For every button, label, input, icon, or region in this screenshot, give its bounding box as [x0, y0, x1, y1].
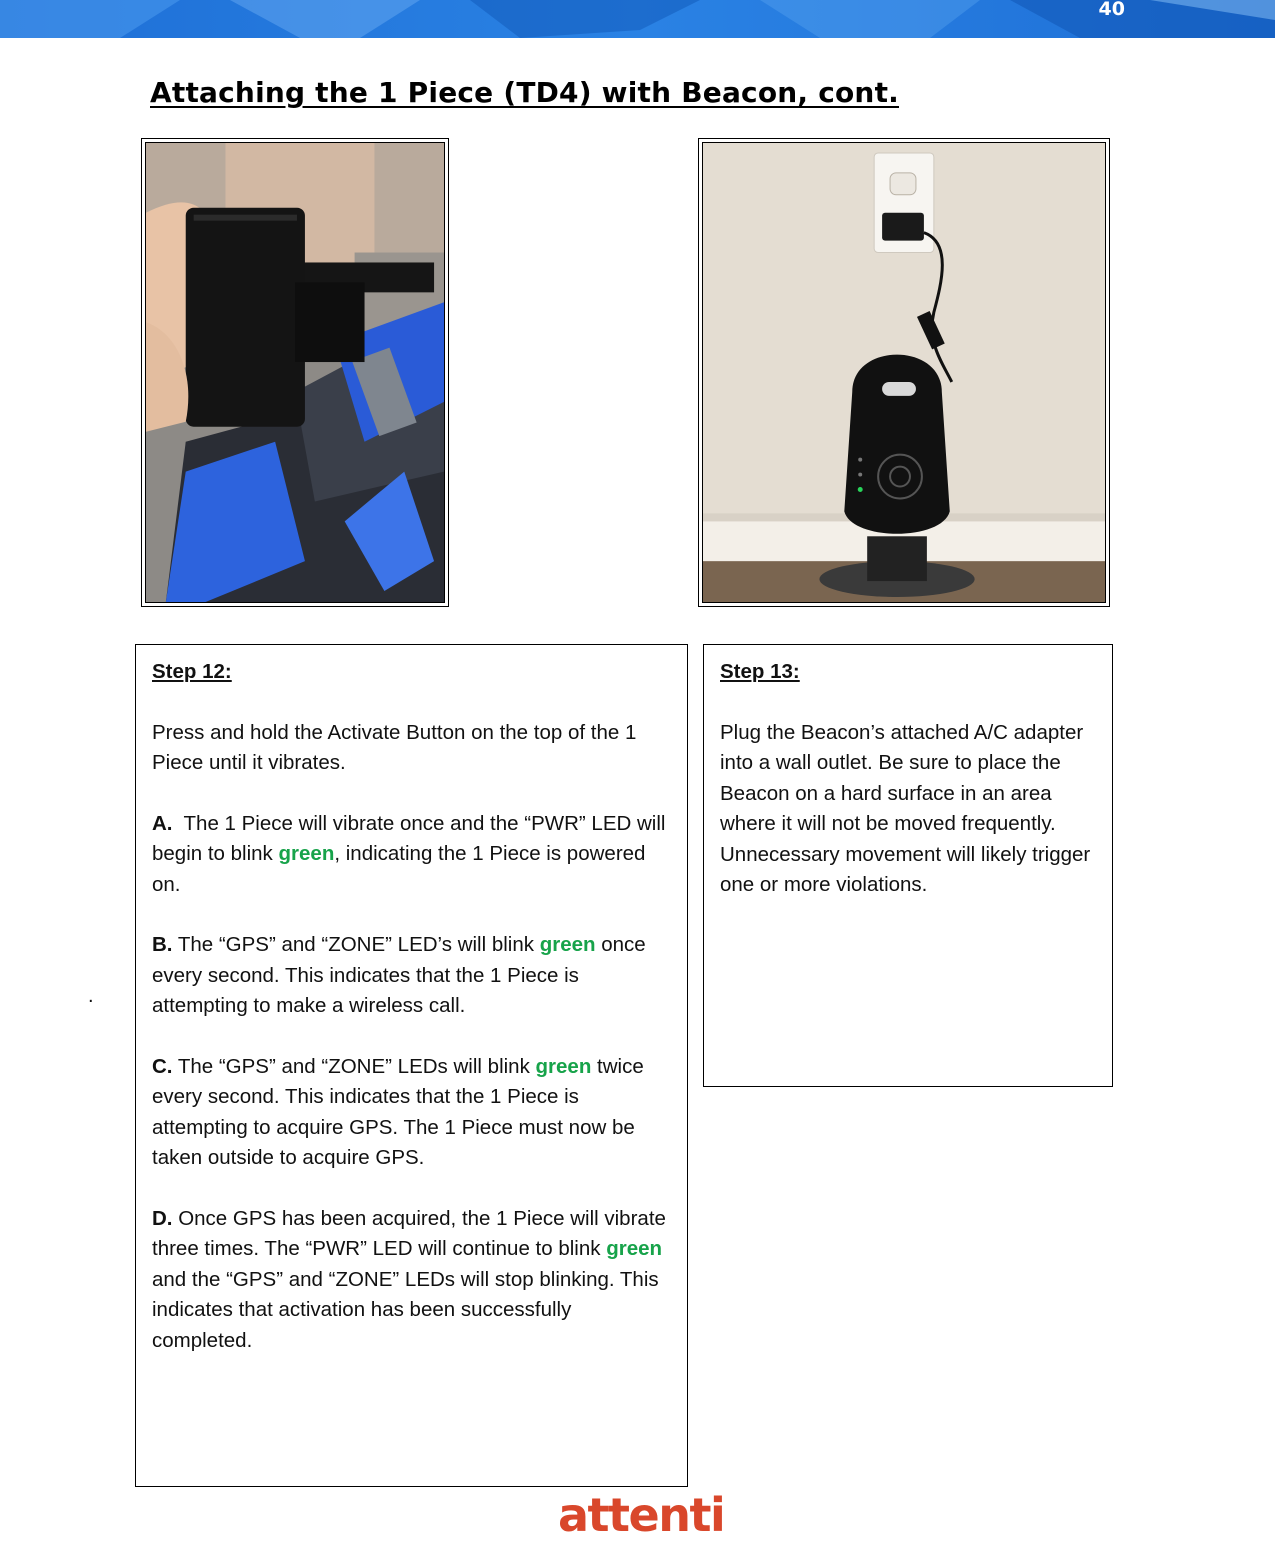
item-c-green: green — [535, 1054, 592, 1078]
item-a-label: A. — [152, 811, 173, 835]
ankle-device-photo — [141, 138, 449, 607]
stray-mark: . — [88, 985, 94, 1007]
beacon-outlet-photo — [698, 138, 1110, 607]
ankle-device-image — [146, 143, 444, 602]
page-number: 40 — [1098, 0, 1125, 20]
item-a-green: green — [278, 842, 335, 865]
step-13-text: Plug the Beacon’s attached A/C adapter into a wall outlet. Be sure to place the Beacon on a hard surface in an area where it will not be moved frequently. Unnecessary movement will likely trigger one or more violations. — [720, 720, 1091, 896]
header-banner — [0, 0, 1275, 38]
item-a-text-end: , indicating the 1 Piece is powered on. — [152, 842, 646, 896]
item-b-text-end: once every second. This indicates that the 1 Piece is attempting to make a wireless call. — [152, 933, 646, 1017]
item-d-green: green — [606, 1237, 663, 1260]
item-b-label: B. — [152, 933, 173, 956]
item-c-text: The “GPS” and “ZONE” LEDs will blink — [172, 1054, 536, 1078]
item-c-text-end: twice every second. This indicates that the 1 Piece is attempting to acquire GPS. The 1 Piece must now be taken outside to acquire GPS. — [152, 1054, 644, 1169]
step-12-item-b — [152, 930, 673, 1022]
banner-graphic — [0, 0, 1275, 38]
step-12-item-c — [152, 1052, 673, 1174]
item-a-text: The 1 Piece will vibrate once and the “PWR” LED will begin to blink — [152, 811, 672, 865]
step-12-item-d — [152, 1204, 673, 1357]
item-c-label: C. — [152, 1054, 173, 1078]
step-13-box — [703, 644, 1113, 1087]
beacon-outlet-image — [703, 143, 1105, 602]
item-d-text-end: and the “GPS” and “ZONE” LEDs will stop blinking. This indicates that activation has been successfully completed. — [152, 1267, 659, 1352]
item-d-text: Once GPS has been acquired, the 1 Piece will vibrate three times. The “PWR” LED will continue to blink — [152, 1206, 666, 1260]
step-12-item-a — [152, 809, 673, 901]
item-b-green: green — [539, 933, 596, 956]
step-12-heading: Step 12: — [152, 660, 232, 683]
page-title: Attaching the 1 Piece (TD4) with Beacon, cont. — [150, 76, 899, 109]
attenti-logo: attenti — [558, 1488, 725, 1542]
step-13-heading: Step 13: — [720, 660, 800, 683]
item-b-text: The “GPS” and “ZONE” LED’s will blink — [172, 933, 540, 956]
item-d-label: D. — [152, 1206, 173, 1230]
step-12-box — [135, 644, 688, 1487]
step-12-intro: Press and hold the Activate Button on the top of the 1 Piece until it vibrates. — [152, 720, 637, 774]
